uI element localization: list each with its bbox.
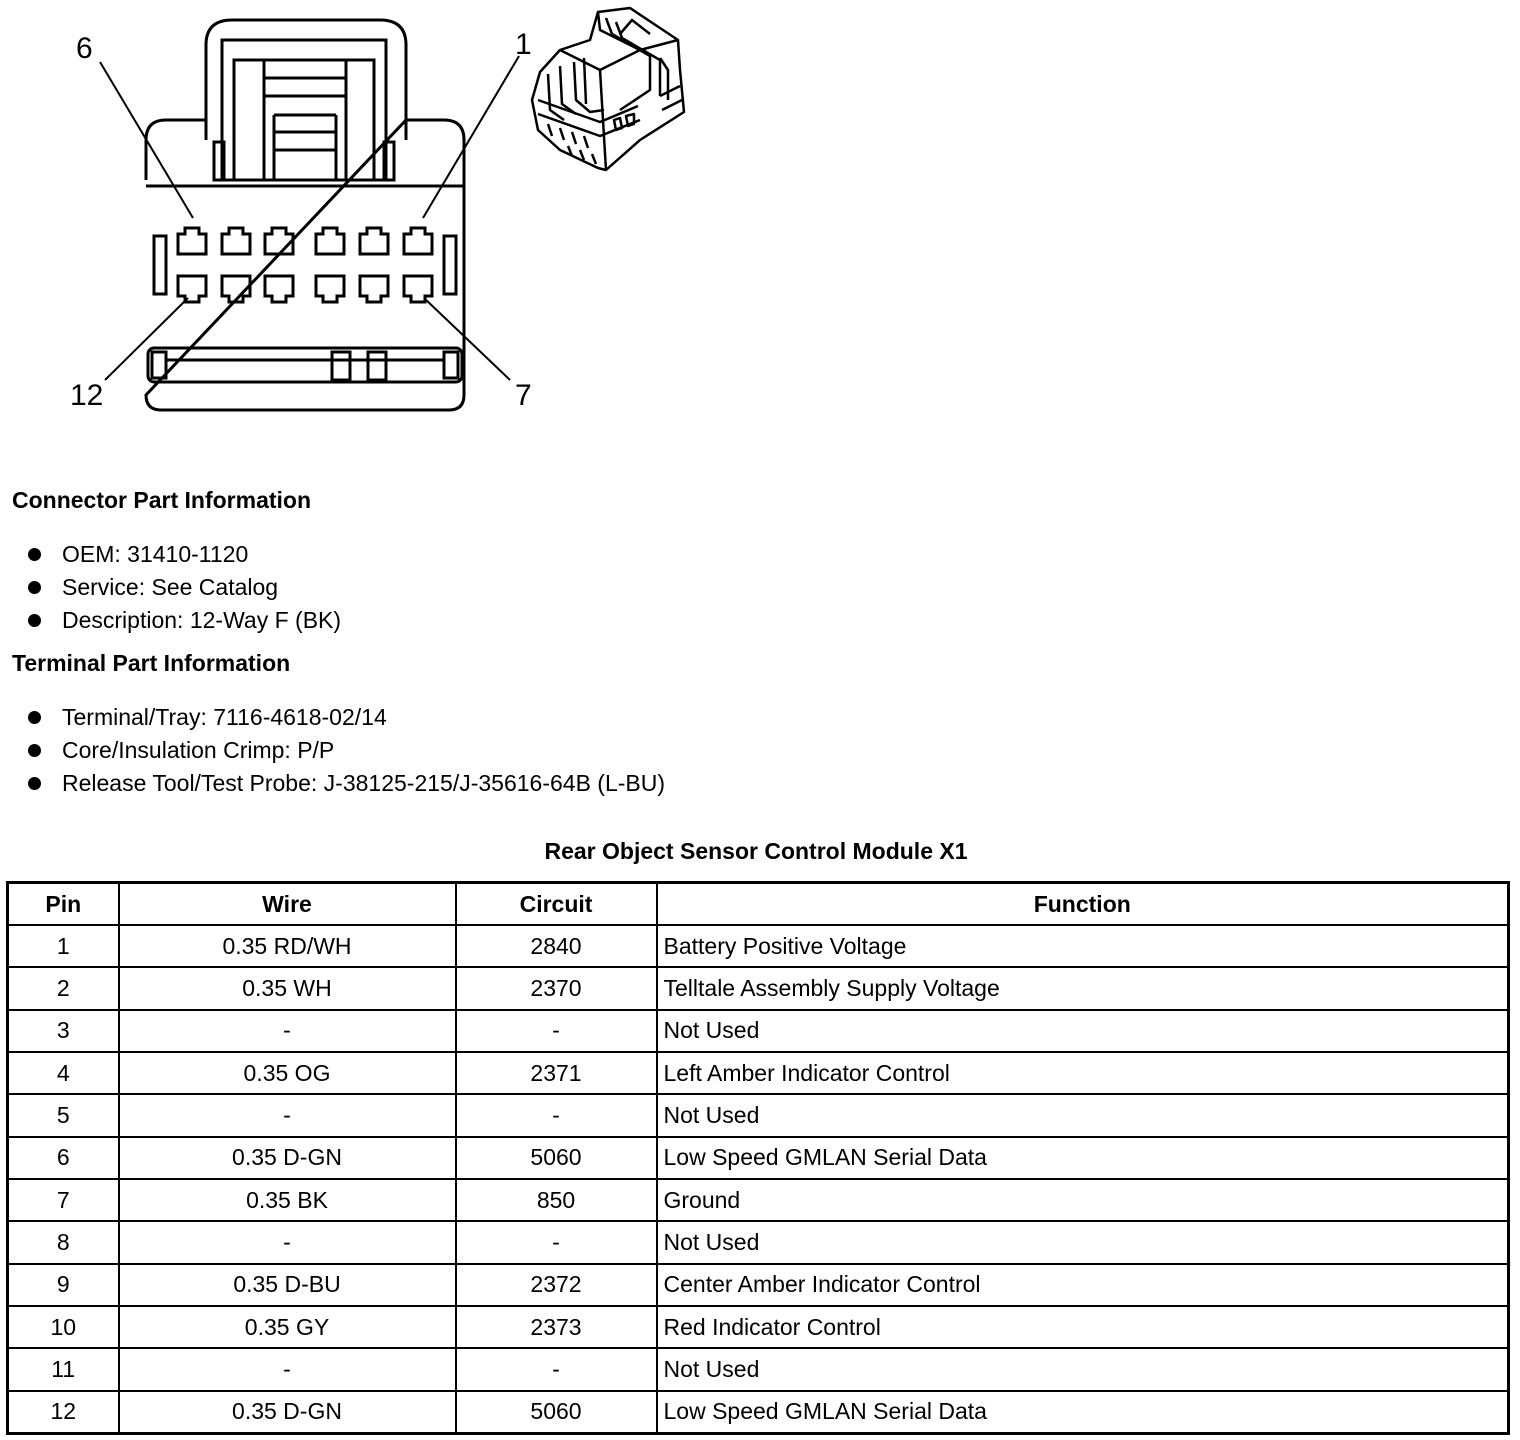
- table-row: [8, 1348, 1509, 1390]
- terminal-cavity: [404, 276, 432, 302]
- circuit-cell: -: [456, 1094, 657, 1136]
- bullet-icon: [28, 777, 41, 790]
- callout-pin-12: 12: [70, 379, 104, 412]
- pin-cell: 8: [8, 1221, 119, 1263]
- list-item: Service: See Catalog: [28, 571, 341, 604]
- circuit-cell: -: [456, 1221, 657, 1263]
- wire-cell: 0.35 OG: [119, 1052, 456, 1094]
- pin-cell: 1: [8, 925, 119, 967]
- terminal-cavity: [178, 228, 206, 254]
- pinout-table: [6, 881, 1510, 1435]
- list-item: Core/Insulation Crimp: P/P: [28, 734, 665, 767]
- pin-cell: 7: [8, 1179, 119, 1221]
- function-cell: Low Speed GMLAN Serial Data: [657, 1391, 1509, 1434]
- table-row: [8, 1052, 1509, 1094]
- terminal-cavity: [316, 228, 344, 254]
- wire-cell: 0.35 RD/WH: [119, 925, 456, 967]
- leader-line-7: [424, 298, 510, 380]
- circuit-cell: 2373: [456, 1306, 657, 1348]
- list-item: Release Tool/Test Probe: J-38125-215/J-35616-64B (L-BU): [28, 767, 665, 800]
- wire-cell: -: [119, 1348, 456, 1390]
- circuit-cell: 2371: [456, 1052, 657, 1094]
- header-wire: Wire: [119, 883, 456, 926]
- terminal-cavity: [404, 228, 432, 254]
- wire-cell: 0.35 D-GN: [119, 1391, 456, 1434]
- callout-pin-1: 1: [515, 28, 532, 61]
- table-row: [8, 1391, 1509, 1434]
- pin-cell: 3: [8, 1010, 119, 1052]
- bullet-icon: [28, 711, 41, 724]
- function-cell: Center Amber Indicator Control: [657, 1264, 1509, 1306]
- list-item: Terminal/Tray: 7116-4618-02/14: [28, 701, 665, 734]
- circuit-cell: -: [456, 1348, 657, 1390]
- pin-cell: 9: [8, 1264, 119, 1306]
- terminal-cavity: [265, 276, 293, 302]
- terminal-part-info-list: [28, 701, 665, 800]
- pin-cell: 10: [8, 1306, 119, 1348]
- connector-diagram: [0, 0, 720, 440]
- table-title: Rear Object Sensor Control Module X1: [544, 838, 968, 864]
- pin-cell: 2: [8, 967, 119, 1009]
- table-header-row: [8, 883, 1509, 926]
- terminal-cavity: [360, 276, 388, 302]
- connector-part-info-list: [28, 538, 341, 637]
- table-row: [8, 967, 1509, 1009]
- header-pin: Pin: [8, 883, 119, 926]
- table-row: [8, 1094, 1509, 1136]
- header-function: Function: [657, 883, 1509, 926]
- circuit-cell: 5060: [456, 1391, 657, 1434]
- terminal-cavity: [316, 276, 344, 302]
- terminal-part-info-title: Terminal Part Information: [12, 650, 291, 676]
- terminal-cavity: [178, 276, 206, 302]
- wire-cell: -: [119, 1094, 456, 1136]
- terminal-cavity: [360, 228, 388, 254]
- function-cell: Ground: [657, 1179, 1509, 1221]
- function-cell: Low Speed GMLAN Serial Data: [657, 1137, 1509, 1179]
- wire-cell: -: [119, 1010, 456, 1052]
- circuit-cell: 2372: [456, 1264, 657, 1306]
- pin-cell: 11: [8, 1348, 119, 1390]
- function-cell: Not Used: [657, 1221, 1509, 1263]
- list-item: Description: 12-Way F (BK): [28, 604, 341, 637]
- function-cell: Telltale Assembly Supply Voltage: [657, 967, 1509, 1009]
- pin-cell: 6: [8, 1137, 119, 1179]
- callout-pin-6: 6: [76, 32, 93, 65]
- wire-cell: 0.35 D-GN: [119, 1137, 456, 1179]
- connector-isometric-view: [532, 8, 684, 170]
- terminal-cavity: [265, 228, 293, 254]
- callout-pin-7: 7: [515, 379, 532, 412]
- leader-line-6: [100, 62, 193, 218]
- wire-cell: 0.35 D-BU: [119, 1264, 456, 1306]
- bullet-icon: [28, 614, 41, 627]
- pin-cell: 4: [8, 1052, 119, 1094]
- circuit-cell: 2840: [456, 925, 657, 967]
- terminal-cavity: [222, 228, 250, 254]
- wire-cell: -: [119, 1221, 456, 1263]
- function-cell: Left Amber Indicator Control: [657, 1052, 1509, 1094]
- table-row: [8, 1137, 1509, 1179]
- function-cell: Not Used: [657, 1010, 1509, 1052]
- table-row: [8, 1010, 1509, 1052]
- table-row: [8, 1264, 1509, 1306]
- table-row: [8, 925, 1509, 967]
- connector-latch: [206, 20, 406, 140]
- wire-cell: 0.35 WH: [119, 967, 456, 1009]
- function-cell: Battery Positive Voltage: [657, 925, 1509, 967]
- connector-part-info-title: Connector Part Information: [12, 487, 312, 513]
- connector-body: [146, 120, 464, 410]
- pin-cell: 12: [8, 1391, 119, 1434]
- bullet-icon: [28, 548, 41, 561]
- header-circuit: Circuit: [456, 883, 657, 926]
- function-cell: Not Used: [657, 1348, 1509, 1390]
- wire-cell: 0.35 GY: [119, 1306, 456, 1348]
- bullet-icon: [28, 581, 41, 594]
- circuit-cell: -: [456, 1010, 657, 1052]
- circuit-cell: 5060: [456, 1137, 657, 1179]
- table-row: [8, 1306, 1509, 1348]
- wire-cell: 0.35 BK: [119, 1179, 456, 1221]
- leader-line-1: [423, 56, 519, 218]
- table-row: [8, 1179, 1509, 1221]
- circuit-cell: 2370: [456, 967, 657, 1009]
- table-row: [8, 1221, 1509, 1263]
- function-cell: Red Indicator Control: [657, 1306, 1509, 1348]
- bullet-icon: [28, 744, 41, 757]
- pin-cell: 5: [8, 1094, 119, 1136]
- list-item: OEM: 31410-1120: [28, 538, 341, 571]
- function-cell: Not Used: [657, 1094, 1509, 1136]
- circuit-cell: 850: [456, 1179, 657, 1221]
